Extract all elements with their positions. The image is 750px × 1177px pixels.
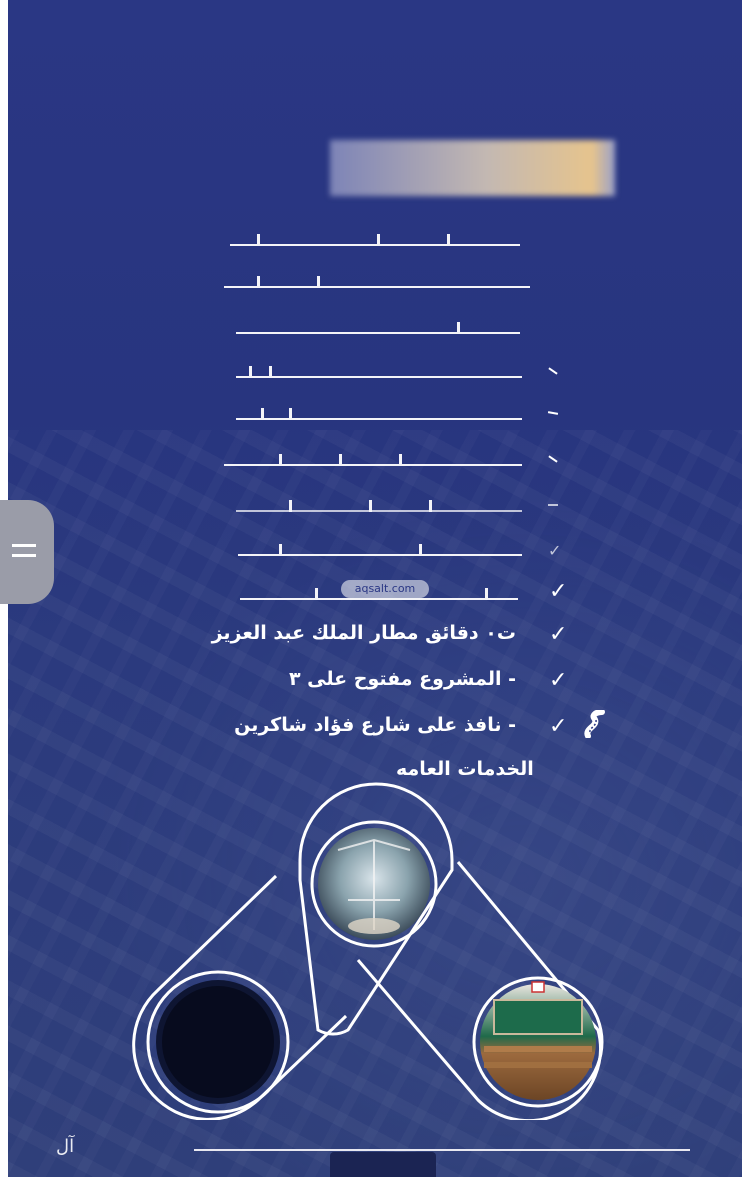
menu-icon — [12, 544, 36, 547]
side-menu-handle[interactable] — [0, 500, 54, 604]
check-icon: ✓ — [549, 579, 568, 604]
check-icon: ✓ — [549, 622, 568, 647]
distorted-text-row — [230, 226, 520, 252]
feature-airport: ت٠ دقائق مطار الملك عبد العزيز — [211, 622, 516, 644]
distorted-text-row — [224, 446, 522, 472]
check-icon: ✓ — [548, 541, 562, 560]
distorted-text-row — [238, 536, 522, 562]
bullet-mark — [548, 411, 558, 415]
distorted-text-row — [224, 268, 530, 294]
distorted-text-row — [236, 314, 520, 340]
distorted-text-row — [236, 400, 522, 426]
bullet-mark — [548, 504, 558, 506]
bottom-tab — [330, 1152, 436, 1177]
watermark-badge: aqsalt.com — [341, 580, 429, 598]
menu-icon — [12, 554, 36, 557]
road-icon — [582, 710, 608, 738]
feature-street-access: - نافذ على شارع فؤاد شاكرين — [234, 714, 516, 736]
public-services-heading: الخدمات العامه — [396, 758, 534, 780]
poster-frame — [8, 0, 742, 1177]
check-icon: ✓ — [549, 714, 568, 739]
blurred-title-bar — [330, 140, 615, 196]
footer-divider — [194, 1149, 690, 1151]
footer-label: آل — [56, 1136, 75, 1157]
feature-open-streets: - المشروع مفتوح على ٣ — [288, 668, 516, 690]
distorted-text-row — [236, 358, 522, 384]
distorted-text-row — [236, 492, 522, 518]
check-icon: ✓ — [549, 668, 568, 693]
services-illustration — [8, 780, 742, 1120]
bullet-mark — [548, 367, 557, 374]
